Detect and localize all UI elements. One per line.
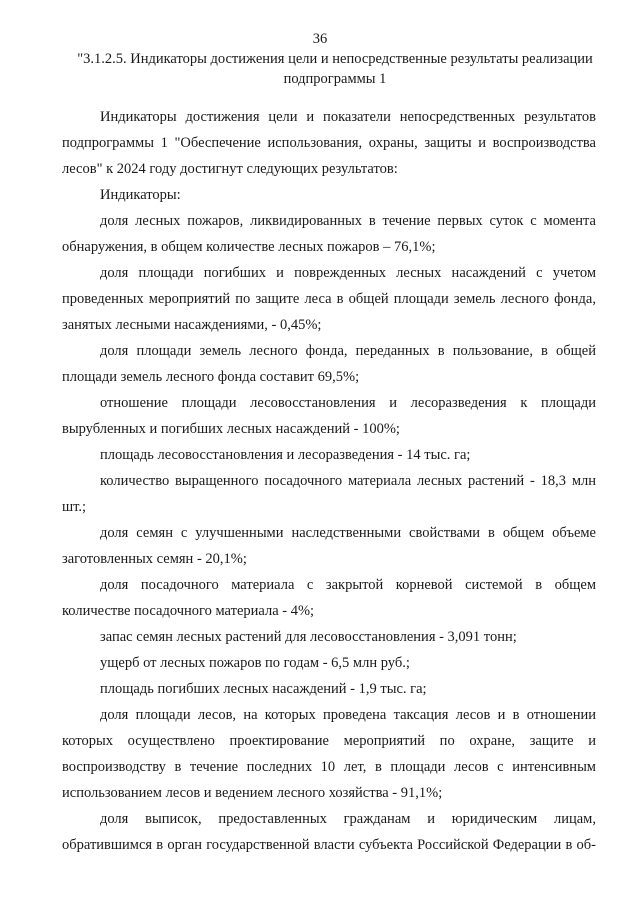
paragraph-indicator: доля посадочного материала с закрытой корневой системой в общем количестве посадочного материала - 4%; xyxy=(62,577,596,619)
paragraph-indicator: доля площади погибших и поврежденных лесных насаждений с учетом проведенных мероприятий по защите леса в общей площади земель лесного фонда, занятых лесными насаждениями, - 0,45%; xyxy=(62,265,596,333)
paragraph-indicator: ущерб от лесных пожаров по годам - 6,5 млн руб.; xyxy=(100,655,410,671)
paragraph-indicator: количество выращенного посадочного материала лесных растений - 18,3 млн шт.; xyxy=(62,473,596,515)
paragraph-intro: Индикаторы достижения цели и показатели непосредственных результатов подпрограммы 1 "Обеспечение использования, охраны, защиты и воспроизводства лесов" к 2024 году достигнут следующих результатов: xyxy=(62,109,596,177)
paragraph-indicator: площадь погибших лесных насаждений - 1,9 тыс. га; xyxy=(100,681,427,697)
paragraph-indicator: доля площади лесов, на которых проведена таксация лесов и в отношении которых осуществлено проектирование мероприятий по охране, защите и воспроизводству в течение последних 10 лет, в площади лесов с интенсивным использованием лесов и ведением лесного хозяйства - 91,1%; xyxy=(62,707,596,801)
paragraph-indicators-label: Индикаторы: xyxy=(100,187,181,203)
paragraph-indicator: площадь лесовосстановления и лесоразведения - 14 тыс. га; xyxy=(100,447,471,463)
paragraph-indicator: запас семян лесных растений для лесовосстановления - 3,091 тонн; xyxy=(100,629,517,645)
paragraph-indicator: отношение площади лесовосстановления и лесоразведения к площади вырубленных и погибших лесных насаждений - 100%; xyxy=(62,395,596,437)
paragraph-indicator: доля семян с улучшенными наследственными свойствами в общем объеме заготовленных семян - 20,1%; xyxy=(62,525,596,567)
section-heading: "3.1.2.5. Индикаторы достижения цели и непосредственные результаты реализации подпрограммы 1 xyxy=(77,51,593,87)
page-number: 36 xyxy=(312,31,328,47)
paragraph-indicator: доля выписок, предоставленных гражданам и юридическим лицам, обратившимся в орган государственной власти субъекта Российской Федерации в об- xyxy=(62,811,596,853)
paragraph-indicator: доля площади земель лесного фонда, переданных в пользование, в общей площади земель лесного фонда составит 69,5%; xyxy=(62,343,596,385)
paragraph-indicator: доля лесных пожаров, ликвидированных в течение первых суток с момента обнаружения, в общем количестве лесных пожаров – 76,1%; xyxy=(62,213,596,255)
body-text xyxy=(62,104,596,858)
